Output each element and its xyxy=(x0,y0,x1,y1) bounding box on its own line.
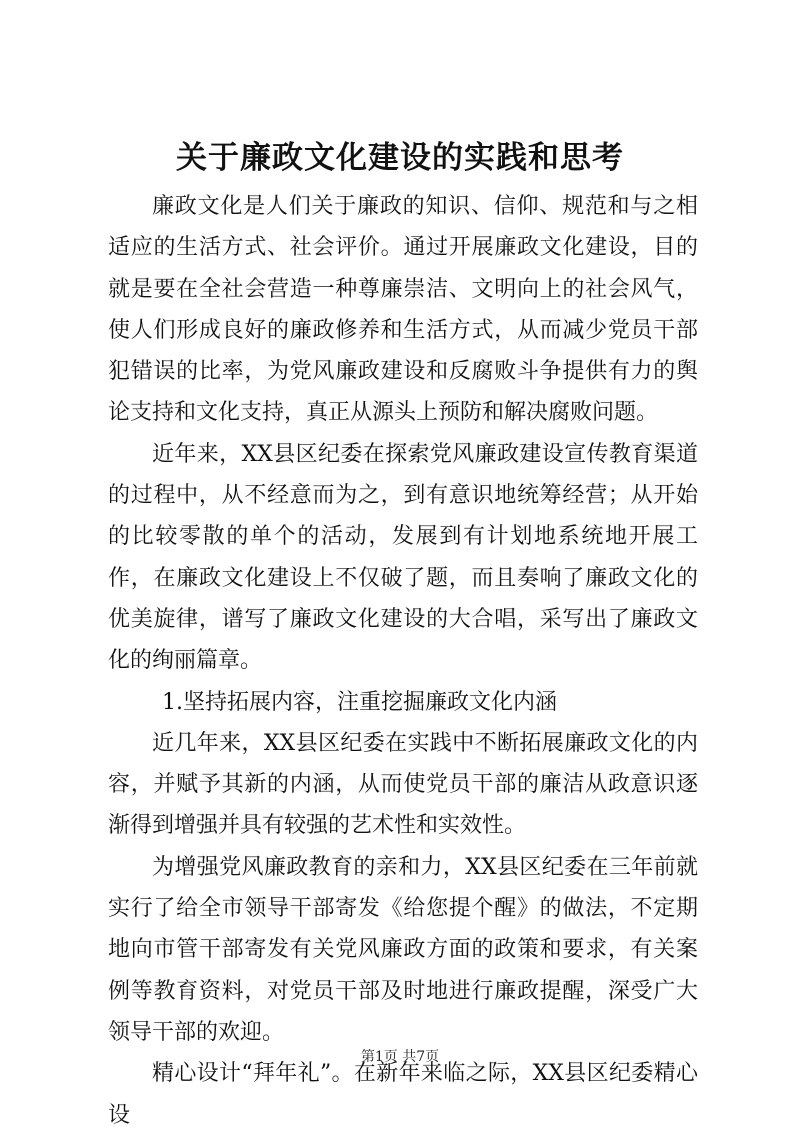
document-title: 关于廉政文化建设的实践和思考 xyxy=(176,140,624,176)
page-footer: 第1页 共7页 xyxy=(360,1049,440,1065)
paragraph-new-year-gift: 精心设计“拜年礼”。在新年来临之际，XX县区纪委精心设 xyxy=(108,1061,698,1128)
section-heading: 1.坚持拓展内容，注重挖掘廉政文化内涵 xyxy=(162,689,557,715)
document-body xyxy=(108,186,698,1136)
paragraph-reminder-letters: 为增强党风廉政教育的亲和力，XX县区纪委在三年前就实行了给全市领导干部寄发《给您提个醒》的做法，不定期地向市管干部寄发有关党风廉政方面的政策和要求，有关案例等教育资料，对党员干部及时地进行廉政提醒，深受广大领导干部的欢迎。 xyxy=(108,854,698,1045)
paragraph-intro: 廉政文化是人们关于廉政的知识、信仰、规范和与之相适应的生活方式、社会评价。通过开展廉政文化建设，目的就是要在全社会营造一种尊廉崇洁、文明向上的社会风气，使人们形成良好的廉政修养和生活方式，从而减少党员干部犯错误的比率，为党风廉政建设和反腐败斗争提供有力的舆论支持和文化支持，真正从源头上预防和解决腐败问题。 xyxy=(108,194,698,426)
paragraph-recent-years: 近年来，XX县区纪委在探索党风廉政建设宣传教育渠道的过程中，从不经意而为之，到有意识地统筹经营；从开始的比较零散的单个的活动，发展到有计划地系统地开展工作，在廉政文化建设上不仅破了题，而且奏响了廉政文化的优美旋律，谱写了廉政文化建设的大合唱，采写出了廉政文化的绚丽篇章。 xyxy=(108,441,698,674)
paragraph-expand-content: 近几年来，XX县区纪委在实践中不断拓展廉政文化的内容，并赋予其新的内涵，从而使党员干部的廉洁从政意识逐渐得到增强并具有较强的艺术性和实效性。 xyxy=(108,730,698,839)
